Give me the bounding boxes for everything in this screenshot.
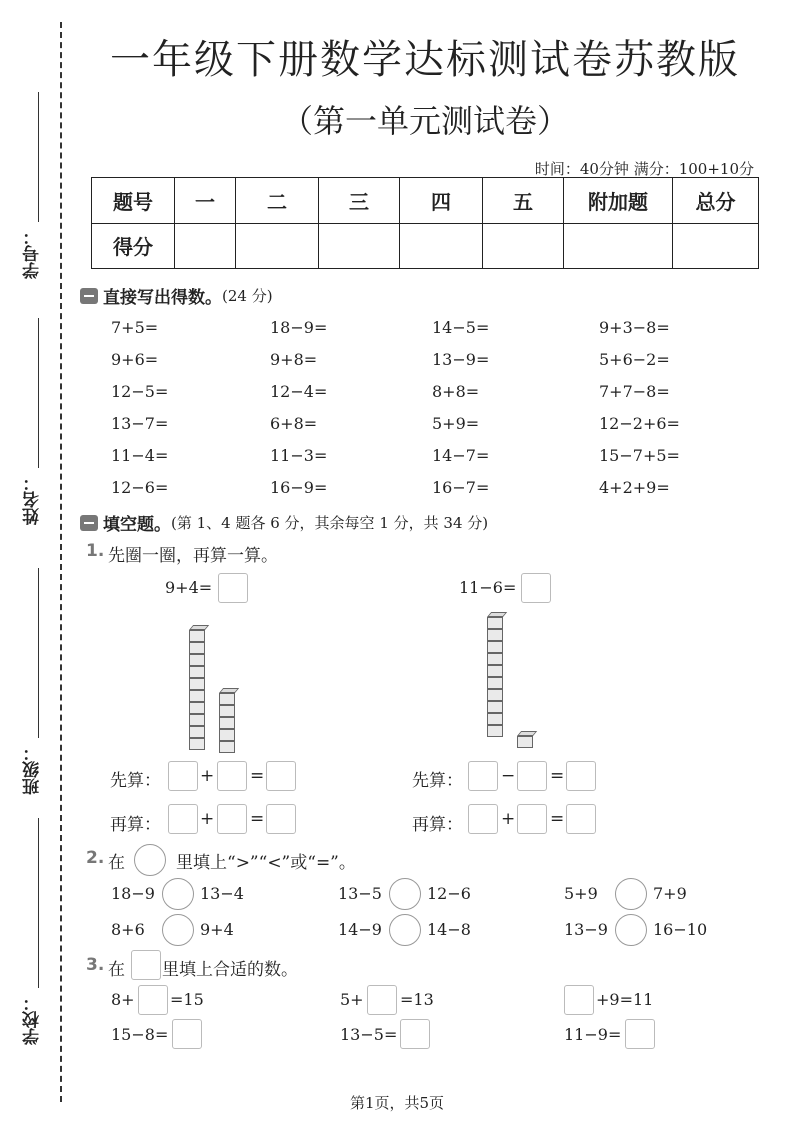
comparison-left: 13−5 — [338, 884, 382, 903]
unit-cube — [487, 641, 503, 653]
comparison-right: 9+4 — [200, 920, 234, 939]
binding-dashed-line — [60, 22, 62, 1102]
arithmetic-problem: 15−7+5= — [599, 446, 680, 465]
arithmetic-problem: 12−6= — [111, 478, 169, 497]
q3-number: 3. — [86, 955, 105, 975]
answer-box[interactable] — [521, 573, 551, 603]
arithmetic-problem: 9+6= — [111, 350, 159, 369]
minus-sign: − — [501, 766, 516, 786]
answer-box[interactable] — [266, 761, 296, 791]
q2-suffix: 里填上“>”“<”或“=”。 — [176, 853, 356, 873]
q3-expr-part: =15 — [170, 990, 204, 1009]
q3-expr-part: 5+ — [340, 990, 364, 1009]
q3-expr-part: =13 — [400, 990, 434, 1009]
class-label: 班级： — [23, 744, 43, 795]
arithmetic-problem: 7+7−8= — [599, 382, 670, 401]
arithmetic-problem: 16−9= — [270, 478, 328, 497]
q1-right-expr: 11−6= — [459, 578, 517, 597]
arithmetic-problem: 5+6−2= — [599, 350, 670, 369]
first-calc-label: 先算： — [412, 771, 463, 791]
score-header-cell: 附加题 — [564, 178, 673, 224]
unit-cube — [219, 717, 235, 729]
unit-cube — [487, 653, 503, 665]
cube-top — [219, 688, 239, 693]
answer-box[interactable] — [400, 1019, 430, 1049]
equals-sign: = — [550, 809, 565, 829]
arithmetic-problem: 14−5= — [432, 318, 490, 337]
arithmetic-problem: 16−7= — [432, 478, 490, 497]
unit-cube — [189, 714, 205, 726]
q1-number: 1. — [86, 541, 105, 561]
comparison-circle-blank[interactable] — [162, 878, 194, 910]
arithmetic-problem: 4+2+9= — [599, 478, 670, 497]
unit-cube — [189, 666, 205, 678]
comparison-left: 18−9 — [111, 884, 155, 903]
plus-sign: + — [501, 809, 516, 829]
then-calc-label: 再算： — [412, 815, 463, 835]
comparison-left: 5+9 — [564, 884, 598, 903]
answer-box[interactable] — [566, 804, 596, 834]
comparison-right: 7+9 — [653, 884, 687, 903]
section-2-title: 填空题。 — [103, 515, 171, 535]
unit-cube — [219, 741, 235, 753]
score-header-cell: 三 — [319, 178, 400, 224]
ten-cube-stack — [189, 625, 205, 750]
score-cell[interactable] — [400, 223, 483, 269]
answer-box[interactable] — [468, 761, 498, 791]
comparison-right: 16−10 — [653, 920, 708, 939]
comparison-right: 14−8 — [427, 920, 471, 939]
q1-left-expr: 9+4= — [165, 578, 213, 597]
comparison-right: 12−6 — [427, 884, 471, 903]
arithmetic-problem: 11−3= — [270, 446, 328, 465]
score-cell[interactable] — [236, 223, 319, 269]
answer-box[interactable] — [468, 804, 498, 834]
score-header-cell: 二 — [236, 178, 319, 224]
q3-expr-part: 8+ — [111, 990, 135, 1009]
score-cell[interactable] — [483, 223, 564, 269]
arithmetic-problem: 18−9= — [270, 318, 328, 337]
comparison-left: 13−9 — [564, 920, 608, 939]
first-calc-label: 先算： — [110, 771, 161, 791]
three-cube-stack — [219, 688, 235, 753]
score-header-cell: 题号 — [92, 178, 175, 224]
unit-cube — [189, 630, 205, 642]
arithmetic-problem: 11−4= — [111, 446, 169, 465]
page-footer: 第1页，共5页 — [349, 1094, 445, 1112]
score-header-cell: 四 — [400, 178, 483, 224]
arithmetic-problem: 12−2+6= — [599, 414, 680, 433]
unit-cube — [219, 693, 235, 705]
q3-expr-part: +9=11 — [596, 990, 654, 1009]
comparison-circle-blank[interactable] — [389, 914, 421, 946]
q2-number: 2. — [86, 848, 105, 868]
unit-cube — [189, 678, 205, 690]
score-header-row — [92, 178, 759, 224]
score-header-cell: 五 — [483, 178, 564, 224]
answer-box[interactable] — [168, 804, 198, 834]
school-label: 学校： — [23, 994, 43, 1045]
school-line — [38, 818, 39, 988]
name-label: 姓名： — [23, 474, 43, 525]
answer-box[interactable] — [172, 1019, 202, 1049]
student-id-label: 学号： — [23, 228, 43, 279]
comparison-left: 14−9 — [338, 920, 382, 939]
section-number-icon — [80, 515, 98, 531]
page-title: 一年级下册数学达标测试卷苏教版 — [110, 37, 740, 83]
q3-expr: 13−5= — [340, 1025, 398, 1044]
equals-sign: = — [550, 766, 565, 786]
arithmetic-problem: 6+8= — [270, 414, 318, 433]
plus-sign: + — [200, 766, 215, 786]
section-1-title: 直接写出得数。 — [103, 288, 222, 308]
answer-box[interactable] — [367, 985, 397, 1015]
cube-top — [189, 625, 209, 630]
q3-suffix: 里填上合适的数。 — [162, 960, 298, 980]
score-header-cell: 总分 — [673, 178, 759, 224]
answer-box[interactable] — [564, 985, 594, 1015]
plus-sign: + — [200, 809, 215, 829]
unit-cube — [219, 705, 235, 717]
unit-cube — [487, 701, 503, 713]
answer-box[interactable] — [517, 761, 547, 791]
answer-box[interactable] — [218, 573, 248, 603]
score-table — [91, 177, 759, 269]
answer-box[interactable] — [138, 985, 168, 1015]
ten-cube-stack — [487, 612, 503, 737]
arithmetic-problem: 12−4= — [270, 382, 328, 401]
q3-prefix: 在 — [108, 960, 125, 980]
score-cell[interactable] — [175, 223, 236, 269]
section-2-note: (第 1、4 题各 6 分，其余每空 1 分，共 34 分) — [171, 514, 489, 532]
arithmetic-problem: 13−9= — [432, 350, 490, 369]
name-line — [38, 318, 39, 468]
page-subtitle: （第一单元测试卷） — [280, 102, 569, 140]
comparison-circle-blank[interactable] — [615, 878, 647, 910]
unit-cube — [487, 689, 503, 701]
then-calc-label: 再算： — [110, 815, 161, 835]
answer-box[interactable] — [517, 804, 547, 834]
equals-sign: = — [250, 809, 265, 829]
single-cube — [517, 731, 533, 748]
q3-expr: 15−8= — [111, 1025, 169, 1044]
unit-cube — [189, 642, 205, 654]
answer-box[interactable] — [168, 761, 198, 791]
section-2-heading — [80, 510, 488, 535]
q2-prefix: 在 — [108, 853, 125, 873]
q3-expr: 11−9= — [564, 1025, 622, 1044]
score-cell[interactable] — [319, 223, 400, 269]
comparison-circle-blank[interactable] — [389, 878, 421, 910]
comparison-circle-blank[interactable] — [615, 914, 647, 946]
arithmetic-problem: 14−7= — [432, 446, 490, 465]
unit-cube — [189, 726, 205, 738]
unit-cube — [487, 629, 503, 641]
score-row-label: 得分 — [92, 223, 175, 269]
answer-box[interactable] — [217, 761, 247, 791]
unit-cube — [487, 713, 503, 725]
arithmetic-problem: 12−5= — [111, 382, 169, 401]
answer-box[interactable] — [625, 1019, 655, 1049]
unit-cube — [219, 729, 235, 741]
arithmetic-problem: 7+5= — [111, 318, 159, 337]
unit-cube — [517, 736, 533, 748]
arithmetic-problem: 5+9= — [432, 414, 480, 433]
arithmetic-problem: 9+3−8= — [599, 318, 670, 337]
unit-cube — [487, 677, 503, 689]
unit-cube — [189, 654, 205, 666]
unit-cube — [189, 738, 205, 750]
unit-cube — [189, 690, 205, 702]
equals-sign: = — [250, 766, 265, 786]
section-1-note: (24 分) — [222, 287, 273, 305]
class-line — [38, 568, 39, 738]
score-header-cell: 一 — [175, 178, 236, 224]
answer-box[interactable] — [217, 804, 247, 834]
unit-cube — [487, 665, 503, 677]
section-1-heading — [80, 283, 273, 308]
arithmetic-problem: 8+8= — [432, 382, 480, 401]
comparison-circle-blank[interactable] — [162, 914, 194, 946]
unit-cube — [189, 702, 205, 714]
cube-top — [517, 731, 537, 736]
answer-box[interactable] — [266, 804, 296, 834]
score-value-row — [92, 223, 759, 269]
answer-box[interactable] — [566, 761, 596, 791]
comparison-right: 13−4 — [200, 884, 244, 903]
unit-cube — [487, 617, 503, 629]
section-number-icon — [80, 288, 98, 304]
score-cell[interactable] — [564, 223, 673, 269]
unit-cube — [487, 725, 503, 737]
score-cell[interactable] — [673, 223, 759, 269]
arithmetic-problem: 9+8= — [270, 350, 318, 369]
exam-meta: 时间：40分钟 满分：100+10分 — [534, 160, 754, 178]
comparison-left: 8+6 — [111, 920, 145, 939]
q1-text: 先圈一圈，再算一算。 — [108, 546, 278, 566]
cube-top — [487, 612, 507, 617]
circle-blank-example — [134, 844, 166, 876]
box-blank-example — [131, 950, 161, 980]
arithmetic-problem: 13−7= — [111, 414, 169, 433]
